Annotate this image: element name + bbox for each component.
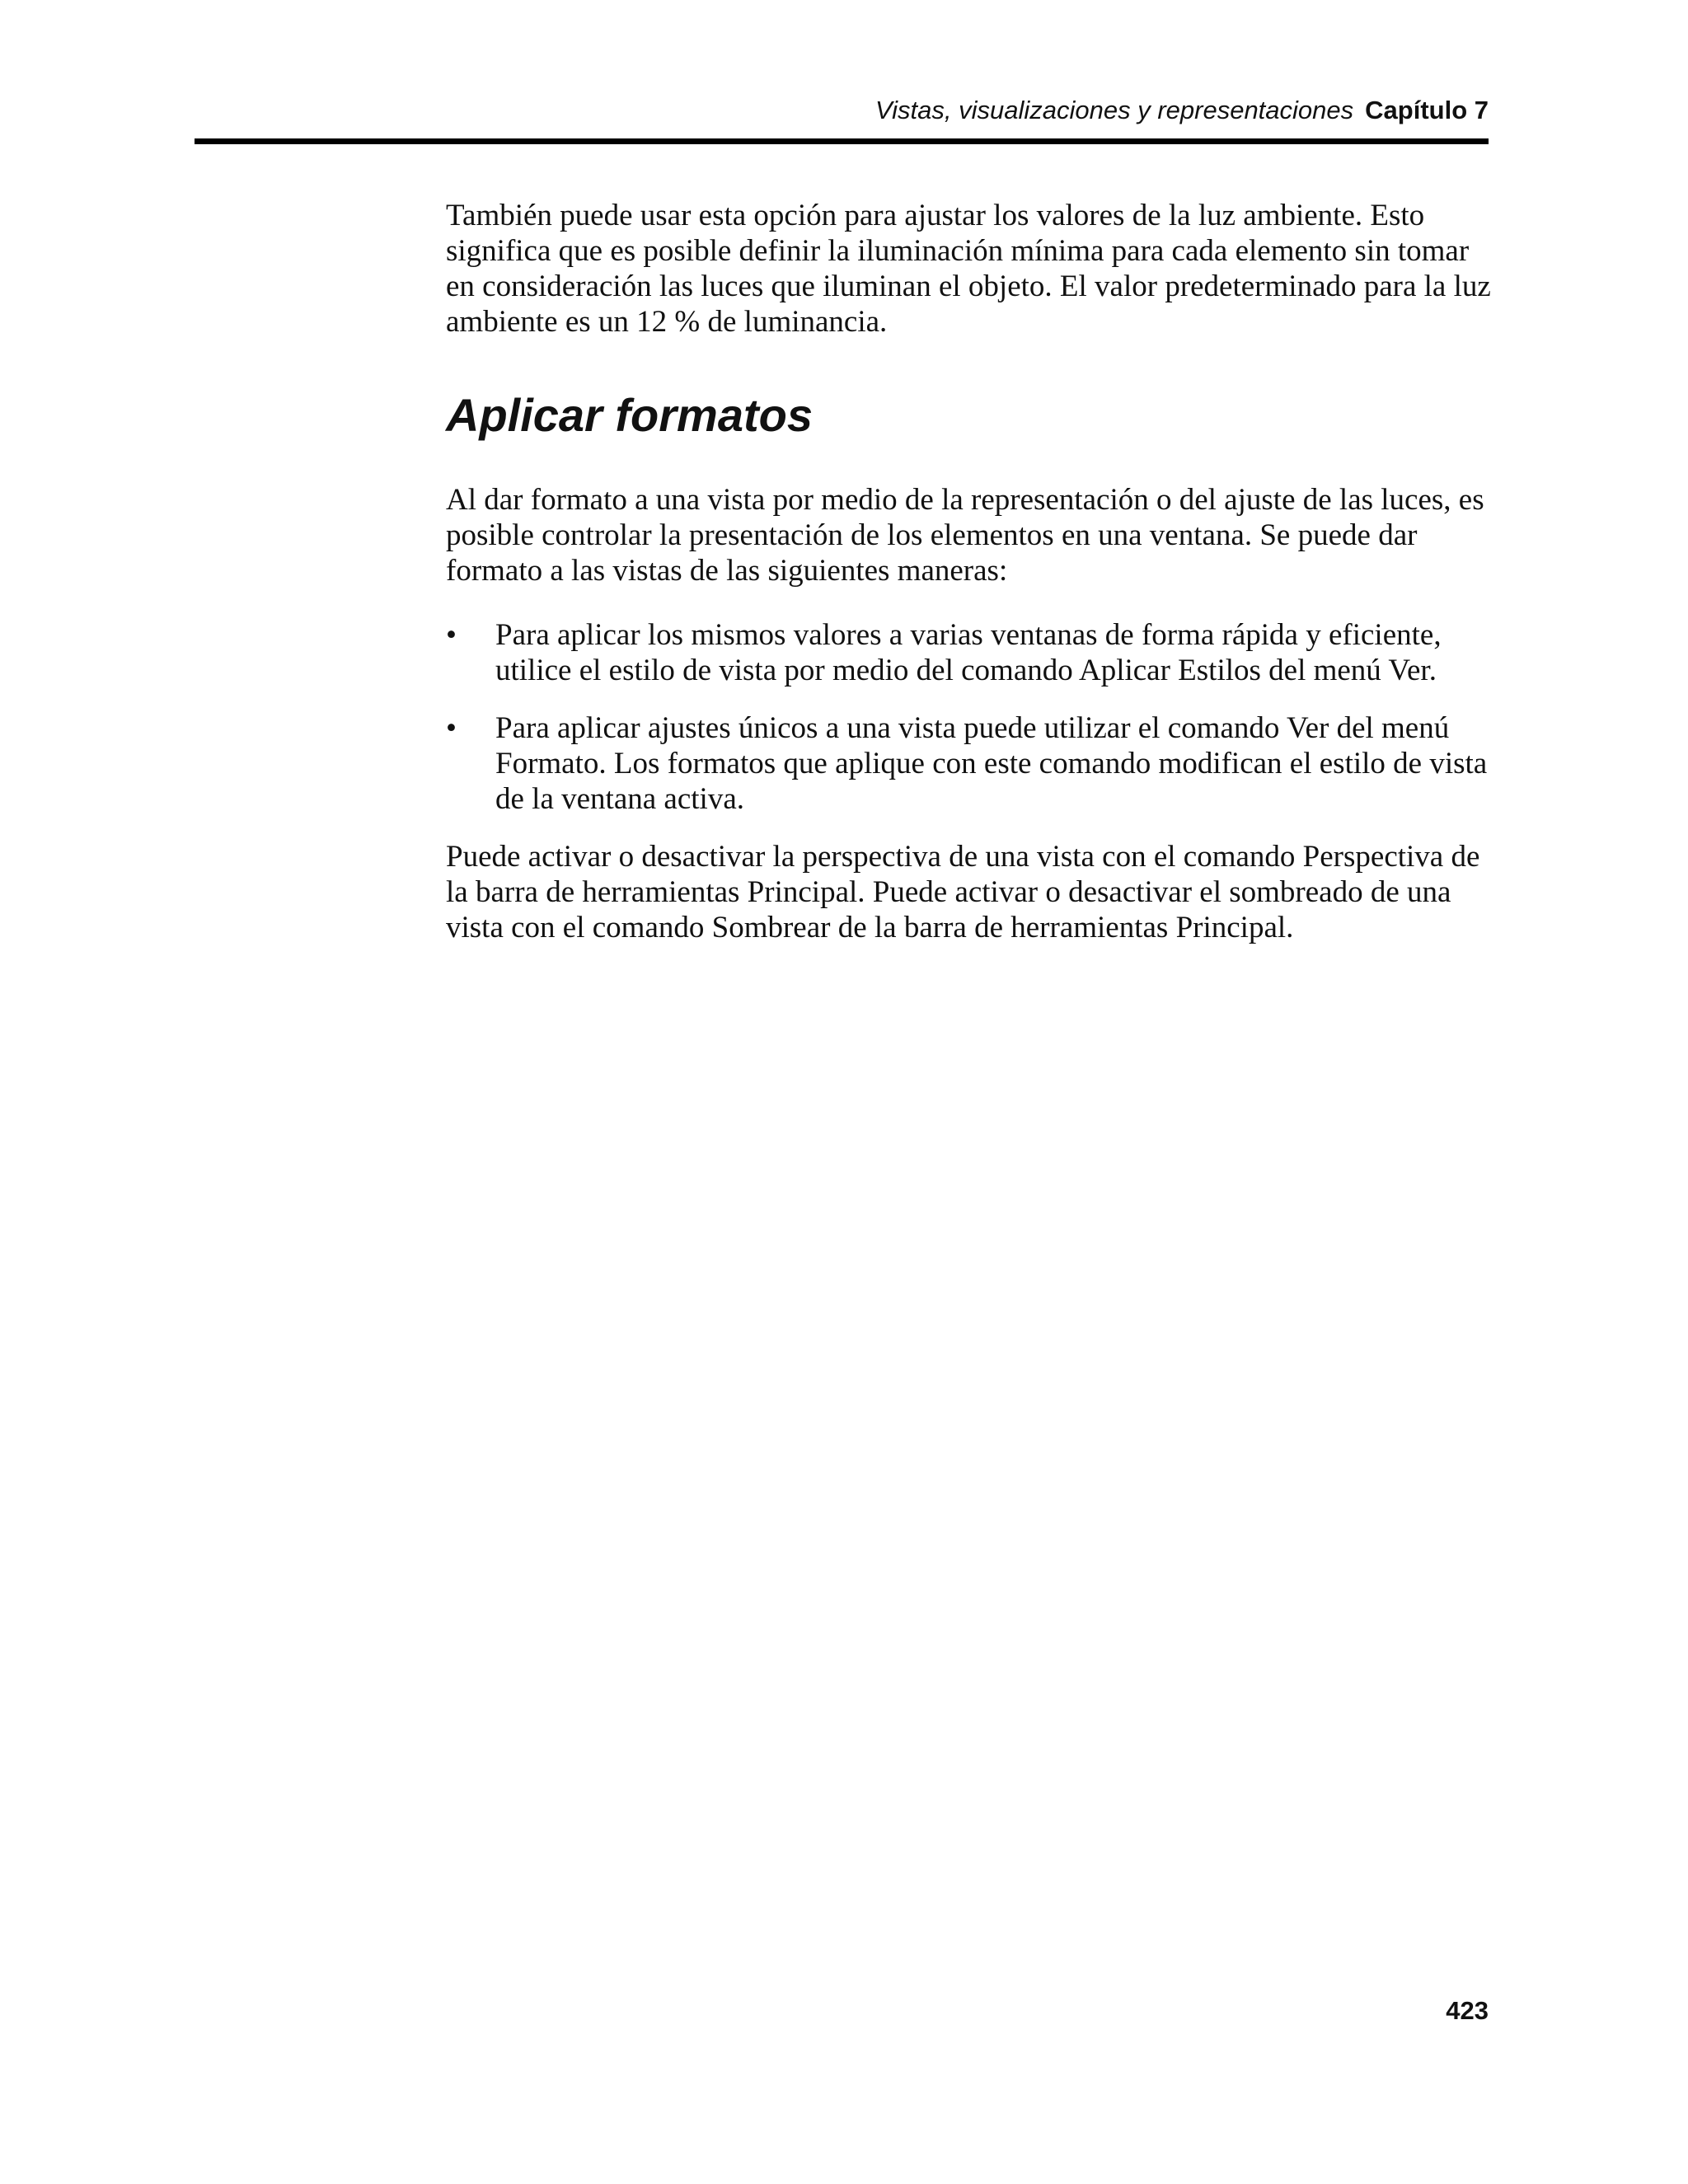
list-item-text: Para aplicar los mismos valores a varias ventanas de forma rápida y eficiente, utilice el estilo de vista por medio del comando Aplicar Estilos del menú Ver. — [495, 618, 1442, 687]
perspective-paragraph: Puede activar o desactivar la perspectiva de una vista con el comando Perspectiva de la barra de herramientas Principal. Puede activar o desactivar el sombreado de una vista con el comando Sombrear de la barra de herramientas Principal. — [446, 840, 1480, 944]
formatting-intro-paragraph: Al dar formato a una vista por medio de la representación o del ajuste de las luces, es posible controlar la presentación de los elementos en una ventana. Se puede dar formato a las vistas de las siguientes maneras: — [446, 483, 1484, 588]
list-item — [446, 710, 1493, 817]
section-heading: Aplicar formatos — [446, 389, 813, 441]
header-chapter-label: Capítulo 7 — [1365, 96, 1489, 124]
bullet-list — [446, 617, 1493, 817]
intro-paragraph: También puede usar esta opción para ajustar los valores de la luz ambiente. Esto significa que es posible definir la iluminación mínima para cada elemento sin tomar en consideración las luces que iluminan el objeto. El valor predeterminado para la luz ambiente es un 12 % de luminancia. — [446, 199, 1491, 339]
bullet-icon: • — [446, 711, 457, 745]
page-content — [446, 198, 1493, 945]
list-item — [446, 617, 1493, 688]
header-rule — [195, 138, 1489, 144]
header-section-title: Vistas, visualizaciones y representaciones — [875, 96, 1354, 124]
page-number: 423 — [1446, 1996, 1489, 2025]
list-item-text: Para aplicar ajustes únicos a una vista puede utilizar el comando Ver del menú Formato. Los formatos que aplique con este comando modifican el estilo de vista de la ventana activa. — [495, 711, 1488, 816]
bullet-icon: • — [446, 618, 457, 652]
running-header — [195, 94, 1489, 127]
